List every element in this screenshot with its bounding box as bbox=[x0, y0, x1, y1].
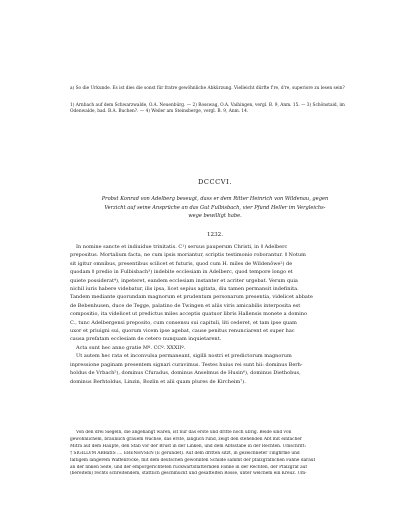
document-summary bbox=[72, 195, 358, 221]
body-line: holdus de Vrbach⁵), dominus Cfuradus, dominus Anselmus de Husin⁶), dominus Diethobus, bbox=[70, 370, 301, 377]
summary-line: Verzicht auf seine Ansprüche an das Gut Fulbisbach, vier Pfund Heller im Vergleichs- bbox=[104, 204, 326, 211]
body-line: uxor et priuigni sui, quorum vicem ipse agebat, cause penitus renunciarent et super hac bbox=[70, 328, 295, 335]
body-line: de Bebenhusen, duce de Tegge, palatino de Twingen et aliis viris amicabilis interposita est bbox=[70, 302, 301, 309]
body-line: Ut autem hec rata et inconvulsa permaneant, sigilli nostri et predictorum magnorum bbox=[76, 353, 292, 360]
note-line: Mitra auf dem Haupte, den Stab vor der Brust in der Linken, und dem Abtsstabe in der Rechten. Umschrift: bbox=[70, 443, 306, 449]
body-line: prepositus. Mortalium facta, ne cum ipsis moriantur, scriptis testimonio roborantur. ǁ Notum bbox=[70, 252, 306, 259]
body-line: C., tunc Adelbergensi preposito, cum consensu sui capituli, liti cederet, et tam ipse quam bbox=[70, 319, 297, 326]
note-line: gewöhnlichem, bräunlich grauem Wachse, das erste, länglich rund, zeigt den stehenden Abt mit einfacher bbox=[70, 436, 302, 442]
note-line: Von den drei Siegeln, die angehängt waren, ist nur das erste und dritte noch übrig. Beide sind von bbox=[76, 430, 292, 435]
body-line: sit igitur omnibus, presentibus scilicet et futuris, quod cum H. miles de Wildenôwe²) de bbox=[70, 260, 293, 267]
document-year: 1232. bbox=[206, 232, 223, 238]
summary-line: Probst Konrad von Adelberg beseugt, dass er dem Ritter Heinrich von Wildenau, gegen bbox=[101, 196, 329, 202]
document-number: DCCCVI. bbox=[197, 178, 233, 186]
body-line: compositio, ita videlicet ut predictus miles acceptis quatuor libris Hallensis monete a domino bbox=[70, 311, 307, 318]
charter-text bbox=[70, 243, 360, 386]
body-line: inpressione paginam presentem signari curavimus. Testes huius rei sunt hii: dominus Berh- bbox=[70, 361, 303, 368]
top-footnote-numbered: 1) Arnbach auf dem Schwarzwalde, O.A. Neuenbürg. — 2) Rosswag, O.A. Vaihingen, vergl. B. 9, Anm. 15. — 3) Schönstaid, im Odenwalde, bad. B.A. Buchen?. — 4) Weiler am Steinsberge, vergl. B. 9, Anm. 14. bbox=[70, 103, 345, 114]
note-line: an der linken Seite, und der emporgerichteten rückwärtsflatternden Fahne in der Rechten, der Pfalzgraf auf bbox=[70, 464, 308, 470]
body-line: Acta sunt hec anno gratie Mº. CCº. XXXIIº. bbox=[76, 344, 186, 351]
note-line: † SIGILLVM ABBatIS .... EBENHVSEN (E gerundet). Auf dem dritten sitzt, in gezeichneter Tingfirme und bbox=[70, 450, 300, 456]
body-line: Tandem mediante quorundam magnorum et prudentum personarum presentia, videlicet abbate bbox=[70, 294, 313, 301]
body-line: causa prefatam ecclesiam de cetero nunquam inquietarent. bbox=[70, 336, 222, 343]
body-line: nichil iuris habere videbatur, ilis ipsa, licet sepius agitata, diu tamen permansit indefinita. bbox=[70, 286, 299, 293]
body-line: In nomine sancte et indiuidue trinitatis. C¹) seruus pauperum Christi, in ǁ Adelberc bbox=[76, 244, 288, 250]
note-line: faltigem längerem Waffenrocke, mit dem deutschen gewöhnten Schilde sammt der pfalzgräflichen Fahne darauf bbox=[70, 457, 316, 463]
body-line: quodam ǁ predio in Fulbisbach³) indebite ecclesiam in Adelberc, quod tempore longo et bbox=[70, 269, 293, 276]
body-line: quiete possiderat⁴), inpeteret, eandem ecclesiam instanter et acriter urgebat. Verum quia bbox=[70, 277, 298, 284]
top-footnote-a: a) So die Urkunde. Es ist dies die sonst für fratre gewöhnliche Abkürzung. Vielleicht dürfte f're, d're, superiore zu lesen sein? bbox=[70, 86, 345, 91]
note-line: (bereitem) rechts schreitendem, stattlich geschmückt und gesattelten Rosse, unter welchem ein Kreuz. Um- bbox=[70, 471, 307, 477]
seal-notes bbox=[70, 430, 360, 478]
summary-line: wege bewilligt habe. bbox=[188, 213, 242, 220]
body-line: dominus Berhtoldus, Linzin, Bozlin et alii quam plures de Kircheim⁷). bbox=[70, 378, 246, 385]
